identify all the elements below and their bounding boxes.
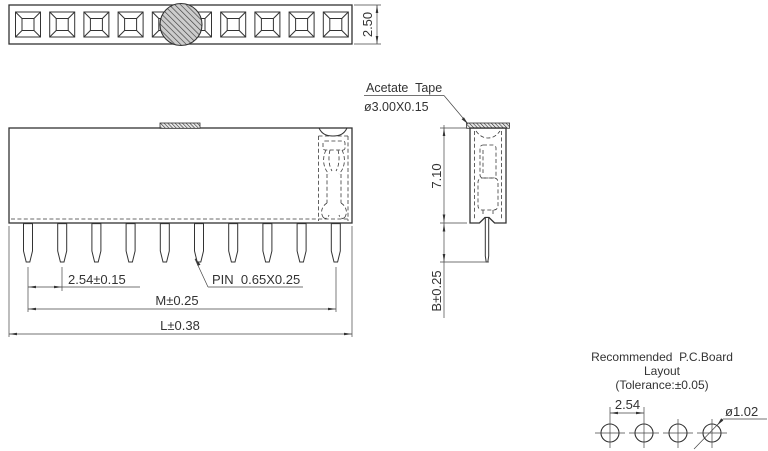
side-body-outline — [470, 128, 506, 223]
pin-entry-square — [16, 12, 41, 37]
pcb-title-line2: Layout — [643, 364, 681, 378]
tape-label-line1: Acetate Tape — [366, 81, 443, 95]
top-view-depth-dimension — [354, 5, 381, 44]
pin — [263, 224, 272, 262]
pin-entry-square — [289, 12, 314, 37]
side-pin — [485, 218, 488, 263]
pin-entry-square — [50, 12, 75, 37]
hole-pitch-dim-label: 2.54 — [614, 397, 641, 412]
pin — [229, 224, 238, 262]
pin — [195, 224, 204, 262]
overall-length-dim-label: L±0.38 — [160, 318, 200, 333]
pcb-hole — [663, 419, 693, 448]
pin-entry-square — [118, 12, 143, 37]
pin-entry-square — [84, 12, 109, 37]
pins-row — [24, 224, 341, 262]
pin-size-callout — [195, 258, 303, 287]
tape-edge-front — [160, 123, 200, 128]
pitch-dim-label: 2.54±0.15 — [68, 272, 126, 287]
hole-diameter-callout — [694, 404, 767, 449]
pin — [297, 224, 306, 262]
front-body-outline — [9, 128, 352, 223]
pin-entry-square — [255, 12, 280, 37]
tape-callout — [364, 81, 468, 124]
tape-label-line2: ø3.00X0.15 — [364, 100, 429, 114]
pin — [24, 224, 33, 262]
hole-diameter-dim-label: ø1.02 — [725, 404, 759, 419]
pcb-title-line1: Recommended P.C.Board — [591, 350, 733, 364]
hole-pitch-dimension — [610, 397, 644, 414]
side-view — [364, 81, 510, 318]
pin-callout-label: PIN 0.65X0.25 — [212, 272, 301, 287]
pin-length-dimension — [429, 224, 489, 312]
pin — [160, 224, 169, 262]
hidden-contact-front — [319, 128, 349, 221]
pin — [58, 224, 67, 262]
pin-entry-square — [221, 12, 246, 37]
pin-span-dim-label: M±0.25 — [155, 293, 199, 308]
pin-entry-square — [323, 12, 348, 37]
pin-length-dim-label: B±0.25 — [429, 270, 444, 312]
entry-funnel-side — [476, 131, 500, 138]
front-view — [9, 123, 352, 337]
hidden-contact-side — [475, 131, 502, 219]
pin — [126, 224, 135, 262]
acetate-tape-disc — [160, 4, 202, 46]
top-view — [9, 4, 381, 46]
pitch-dimension — [28, 267, 140, 312]
depth-dim-label: 2.50 — [360, 11, 375, 38]
pcb-layout — [591, 350, 767, 449]
body-height-dim-label: 7.10 — [429, 163, 444, 189]
pin — [92, 224, 101, 262]
pcb-title-line3: (Tolerance:±0.05) — [615, 378, 709, 392]
pcb-hole — [697, 419, 727, 448]
entry-funnel-front — [319, 128, 347, 136]
pin — [331, 224, 340, 262]
